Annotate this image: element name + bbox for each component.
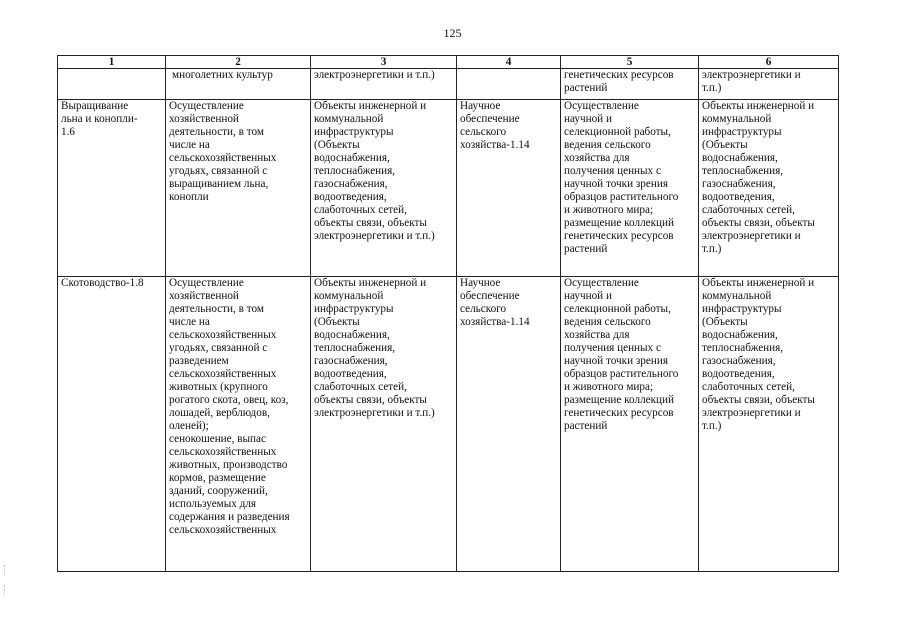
- land-use-table: [57, 55, 839, 572]
- conditional-auxiliary-cell: Объекты инженерной и коммунальной инфраструктуры (Объекты водоснабжения, теплоснабжения, газоснабжения, водоотведения, слаботочных сетей, объекты связи, объекты электроэнергетики и т.п.): [699, 100, 839, 277]
- description-cell: Осуществление хозяйственной деятельности, в том числе на сельскохозяйственных угодьях, связанной с выращиванием льна, конопли: [166, 100, 311, 277]
- column-header: 6: [699, 56, 839, 69]
- table-row-flax: [58, 100, 839, 277]
- table-cell: электроэнергетики и т.п.): [311, 69, 457, 100]
- conditional-use-cell: Научное обеспечение сельского хозяйства-1.14: [457, 100, 561, 277]
- table-cell: многолетних культур: [166, 69, 311, 100]
- use-type-cell: Выращивание льна и конопли- 1.6: [58, 100, 166, 277]
- page-number: 125: [443, 26, 462, 40]
- conditional-auxiliary-cell: Объекты инженерной и коммунальной инфраструктуры (Объекты водоснабжения, теплоснабжения, газоснабжения, водоотведения, слаботочных сетей, объекты связи, объекты электроэнергетики и т.п.): [699, 277, 839, 572]
- table-row-cattle: [58, 277, 839, 572]
- use-type-cell: Скотоводство-1.8: [58, 277, 166, 572]
- conditional-description-cell: Осуществление научной и селекционной работы, ведения сельского хозяйства для получения ценных с научной точки зрения образцов растительного и животного мира; размещение коллекций генетических ресурсов растений: [561, 277, 699, 572]
- column-header: 1: [58, 56, 166, 69]
- conditional-use-cell: Научное обеспечение сельского хозяйства-1.14: [457, 277, 561, 572]
- auxiliary-use-cell: Объекты инженерной и коммунальной инфраструктуры (Объекты водоснабжения, теплоснабжения, газоснабжения, водоотведения, слаботочных сетей, объекты связи, объекты электроэнергетики и т.п.): [311, 100, 457, 277]
- conditional-description-cell: Осуществление научной и селекционной работы, ведения сельского хозяйства для получения ценных с научной точки зрения образцов растительного и животного мира; размещение коллекций генетических ресурсов растений: [561, 100, 699, 277]
- column-header: 3: [311, 56, 457, 69]
- table-row-continued: [58, 69, 839, 100]
- auxiliary-use-cell: Объекты инженерной и коммунальной инфраструктуры (Объекты водоснабжения, теплоснабжения, газоснабжения, водоотведения, слаботочных сетей, объекты связи, объекты электроэнергетики и т.п.): [311, 277, 457, 572]
- column-header: 2: [166, 56, 311, 69]
- scan-edge-mark: [4, 565, 7, 575]
- table-header-row: [58, 56, 839, 69]
- description-cell: Осуществление хозяйственной деятельности, в том числе на сельскохозяйственных угодьях, связанной с разведением сельскохозяйственных животных (крупного рогатого скота, овец, коз, лошадей, верблюдов, оленей); сенокошение, выпас сельскохозяйственных животных, производство кормов, размещение зданий, сооружений, используемых для содержания и разведения сельскохозяйственных: [166, 277, 311, 572]
- scan-edge-mark: [4, 585, 7, 595]
- column-header: 4: [457, 56, 561, 69]
- table-cell: электроэнергетики и т.п.): [699, 69, 839, 100]
- table-cell: [457, 69, 561, 100]
- column-header: 5: [561, 56, 699, 69]
- table-cell: генетических ресурсов растений: [561, 69, 699, 100]
- table-cell: [58, 69, 166, 100]
